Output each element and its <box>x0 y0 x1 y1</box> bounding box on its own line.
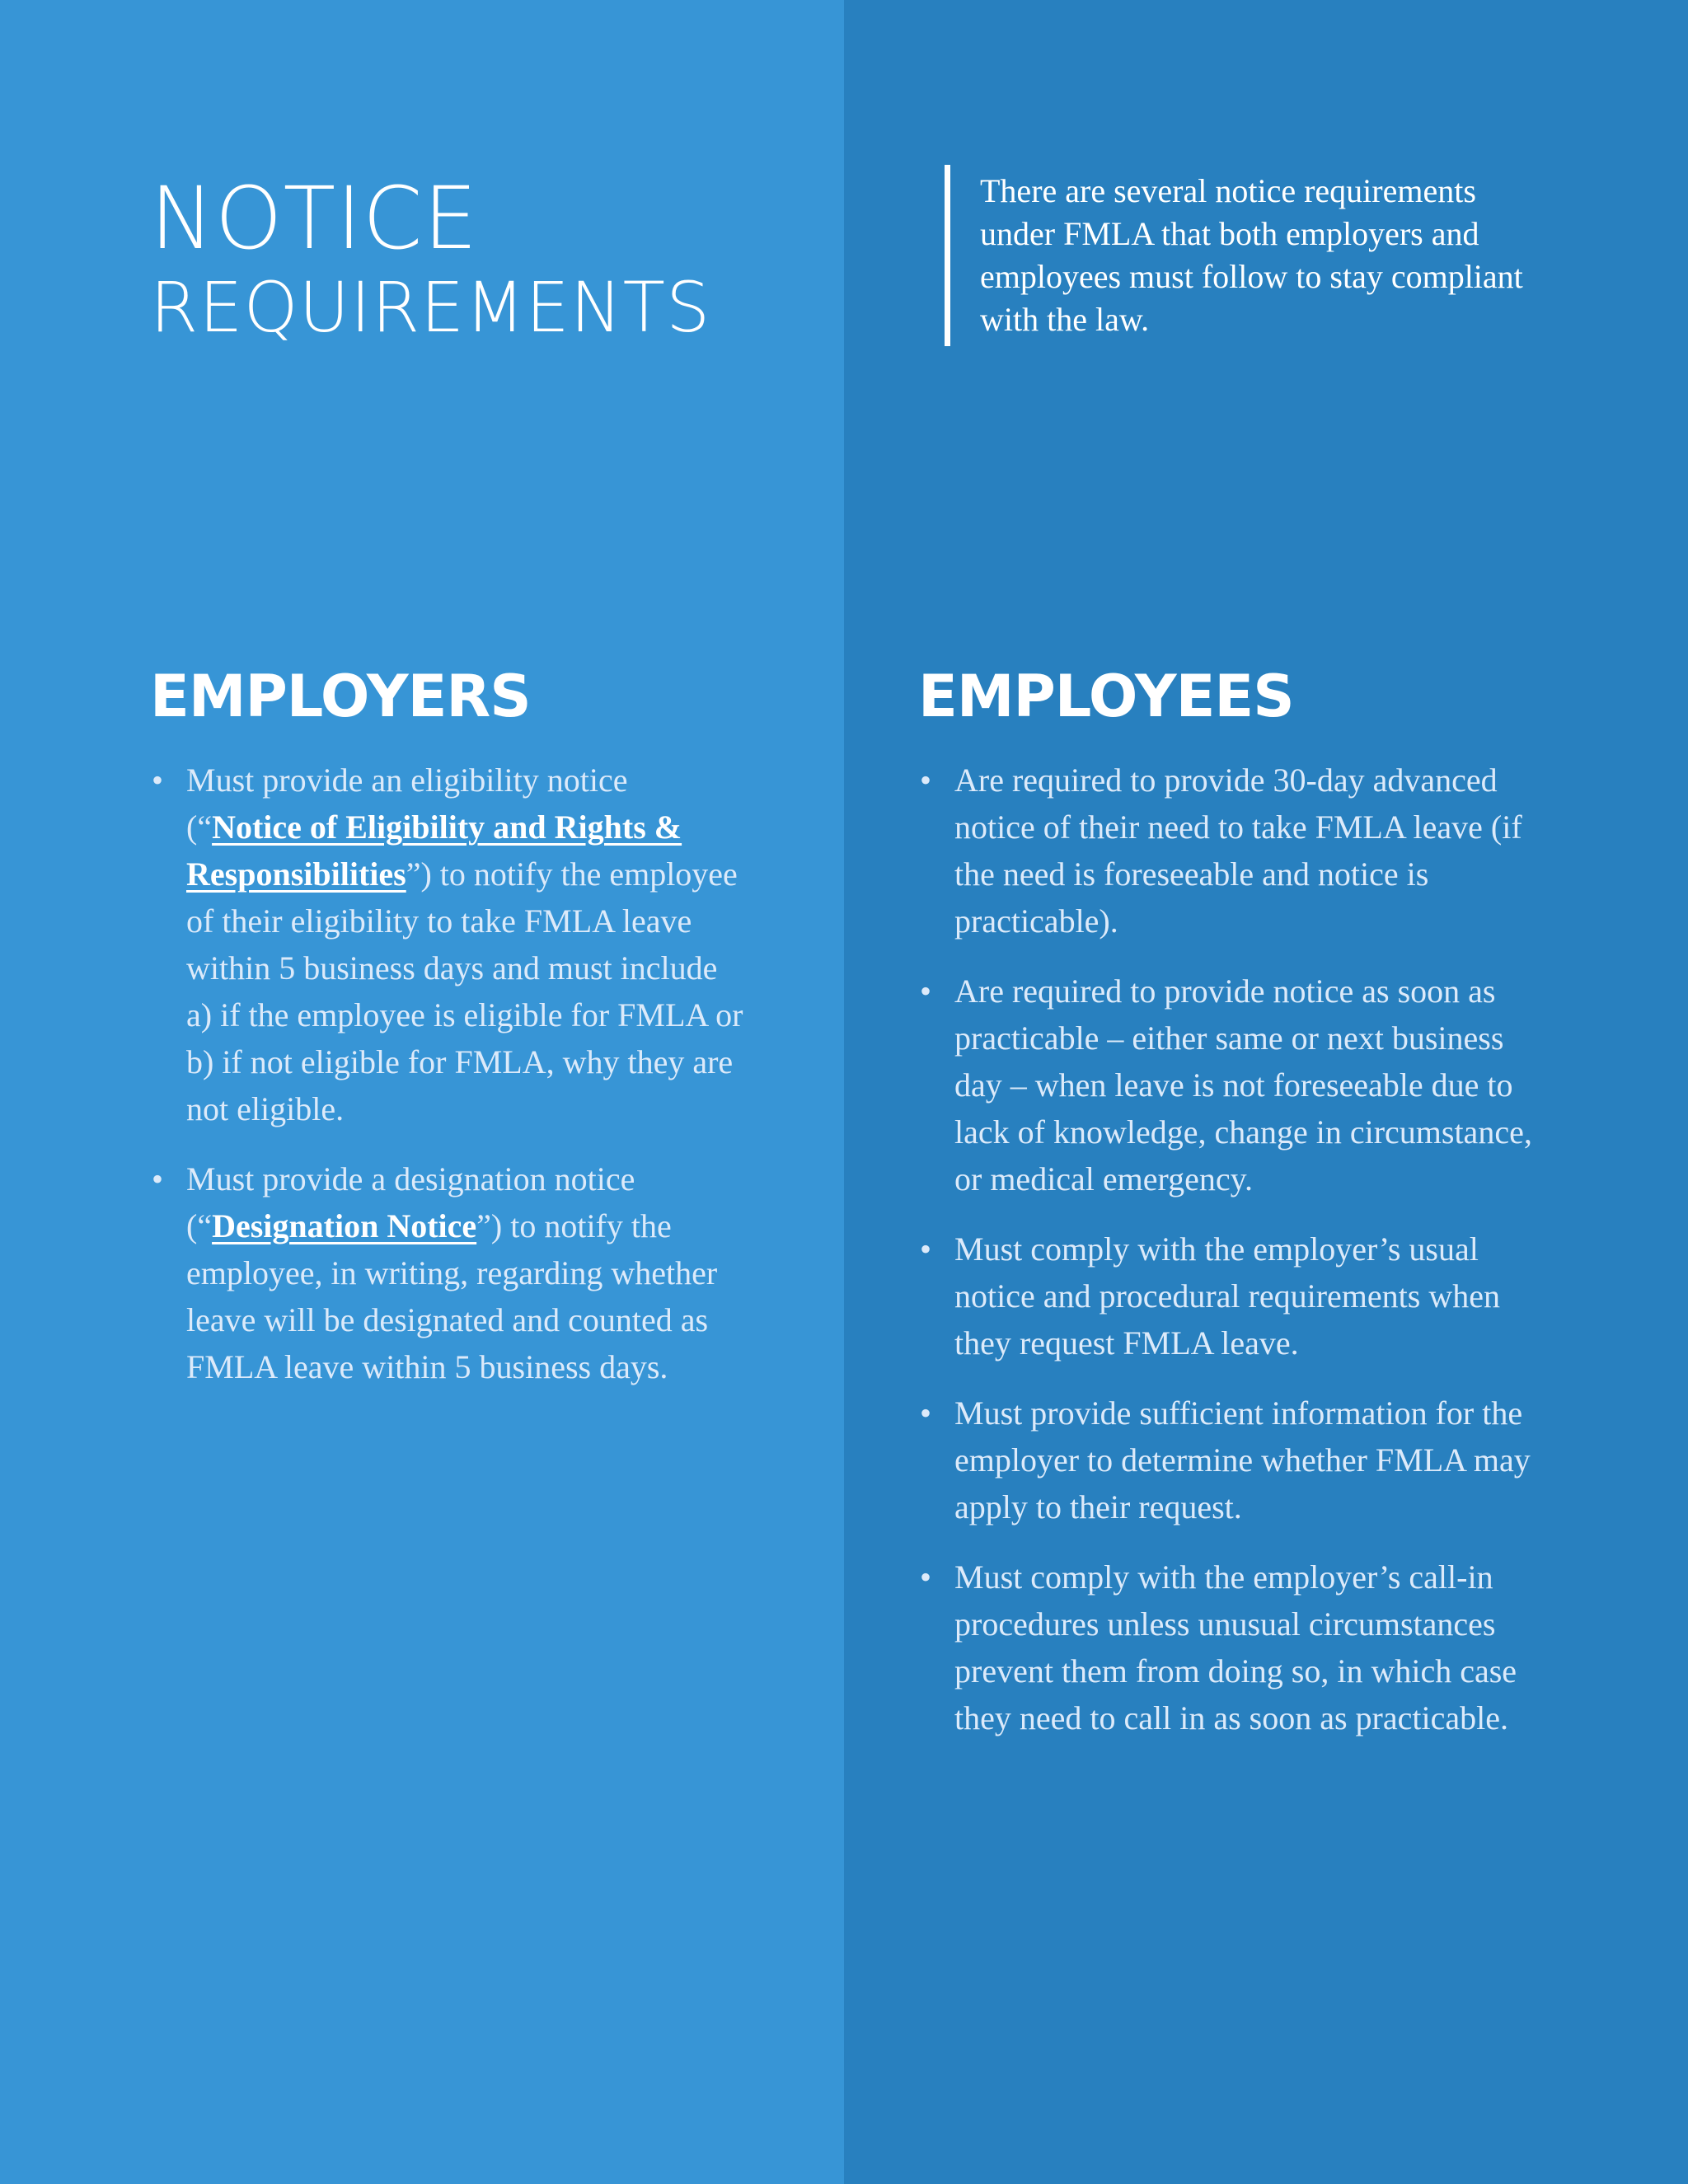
employees-list-item <box>918 968 1545 1202</box>
employees-list-item <box>918 1226 1545 1366</box>
page-title-line-1: NOTICE <box>150 168 479 269</box>
employers-list-item <box>150 1155 743 1390</box>
eligibility-notice-link[interactable]: Notice of Eligibility and Rights & Responsibilities <box>186 808 682 893</box>
employees-item-text: Must provide sufficient information for the employer to determine whether FMLA may apply to their request. <box>954 1394 1531 1526</box>
employees-list-item <box>918 757 1545 944</box>
employees-item-text: Must comply with the employer’s usual notice and procedural requirements when they request FMLA leave. <box>954 1230 1500 1361</box>
employers-item-text-before: Must provide an eligibility notice (“ <box>186 762 628 846</box>
employees-list <box>918 757 1545 1765</box>
designation-notice-link[interactable]: Designation Notice <box>212 1207 477 1244</box>
bullet-icon: • <box>920 1558 932 1596</box>
bullet-icon: • <box>152 1160 164 1197</box>
bullet-icon: • <box>152 762 164 799</box>
employees-item-text: Must comply with the employer’s call-in procedures unless unusual circumstances prevent them from doing so, in which case they need to call in as soon as practicable. <box>954 1558 1517 1736</box>
intro-callout <box>945 165 1538 346</box>
employers-list-item <box>150 757 743 1132</box>
employers-item-text-after: ”) to notify the employee of their eligibility to take FMLA leave within 5 business days and must include a) if the employee is eligible for FMLA or b) if not eligible for FMLA, why they are not eligible. <box>186 855 743 1127</box>
employees-item-text: Are required to provide 30-day advanced notice of their need to take FMLA leave (if the need is foreseeable and notice is practicable). <box>954 762 1522 940</box>
employers-heading: EMPLOYERS <box>150 663 531 730</box>
page-title-line-2: REQUIREMENTS <box>150 267 711 348</box>
employers-item-text-after: ”) to notify the employee, in writing, regarding whether leave will be designated and counted as FMLA leave within 5 business days. <box>186 1207 718 1385</box>
employees-item-text: Are required to provide notice as soon as practicable – either same or next business day – when leave is not foreseeable due to lack of knowledge, change in circumstance, or medical emergency. <box>954 972 1532 1197</box>
employees-heading: EMPLOYEES <box>918 663 1294 730</box>
intro-text: There are several notice requirements under FMLA that both employers and employees must follow to stay compliant with the law. <box>980 172 1523 338</box>
bullet-icon: • <box>920 762 932 799</box>
bullet-icon: • <box>920 1394 932 1432</box>
page-title <box>150 170 710 348</box>
bullet-icon: • <box>920 1230 932 1268</box>
bullet-icon: • <box>920 972 932 1010</box>
employers-list <box>150 757 743 1413</box>
employers-item-text-before: Must provide a designation notice (“ <box>186 1160 635 1244</box>
employees-list-item <box>918 1554 1545 1741</box>
employees-list-item <box>918 1390 1545 1530</box>
